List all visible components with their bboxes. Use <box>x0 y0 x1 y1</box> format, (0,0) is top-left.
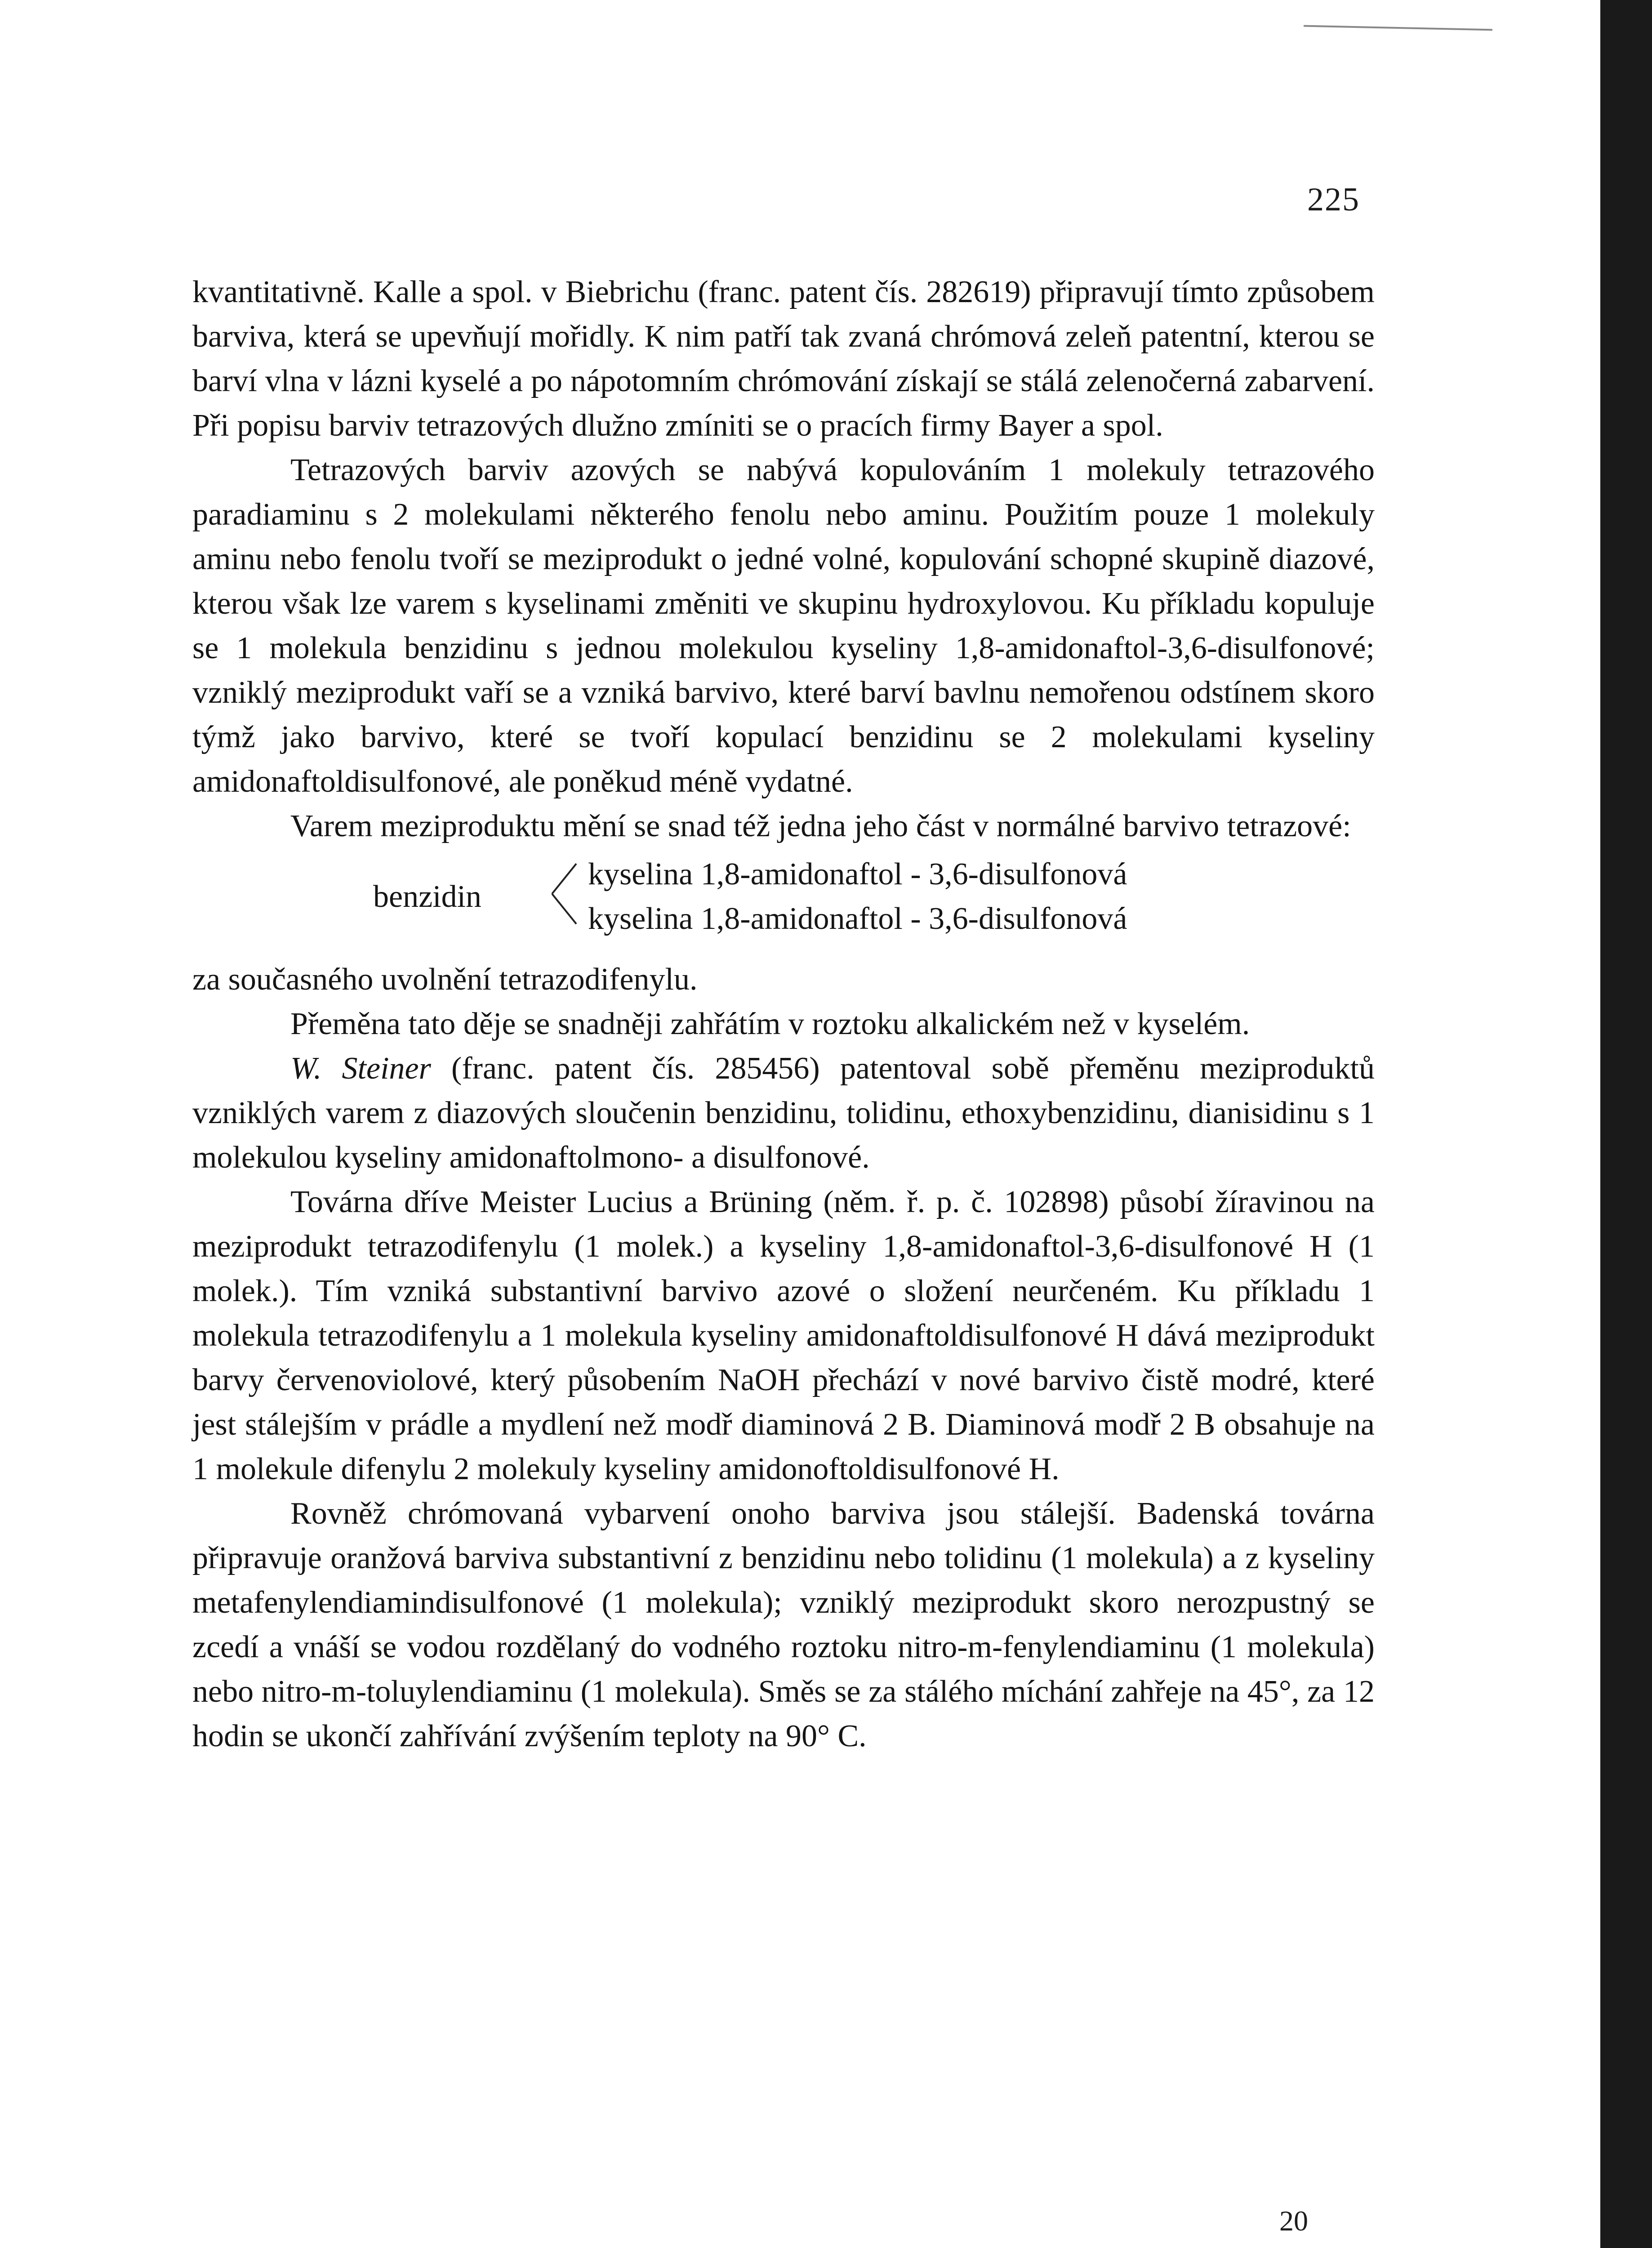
author-name: W. Steiner <box>290 1051 431 1086</box>
paragraph-7: Továrna dříve Meister Lucius a Brüning (něm. ř. p. č. 102898) působí žíravinou na meziprodukt tetrazodifenylu (1 molek.) a kyseliny 1,8-amidonaftol-3,6-disulfonové H (1 molek.). Tím vzniká substantivní barvivo azové o složení neurčeném. Ku příkladu 1 molekula tetrazodifenylu a 1 molekula kyseliny amidonaftoldisulfonové H dává meziprodukt barvy červenoviolové, který působením NaOH přechází v nové barvivo čistě modré, které jest stálejším v prádle a mydlení než modř diaminová 2 B. Diaminová modř 2 B obsahuje na 1 molekule difenylu 2 molekuly kyseliny amidonoftoldisulfonové H. <box>192 1185 1375 1486</box>
paragraph-3: Varem meziproduktu mění se snad též jedna jeho část v normálné barvivo tetrazové: <box>290 809 1351 843</box>
formula-branch-bottom: kyselina 1,8-amidonaftol - 3,6-disulfonová <box>588 901 1127 936</box>
branch-bracket-icon <box>548 860 580 928</box>
paragraph-2: Tetrazových barviv azových se nabývá kopulováním 1 molekuly tetrazového paradiaminu s 2 molekulami některého fenolu nebo aminu. Použitím pouze 1 molekuly aminu nebo fenolu tvoří se meziprodukt o jedné volné, kopulování schopné skupině diazové, kterou však lze varem s kyselinami změniti ve skupinu hydroxylovou. Ku příkladu kopuluje se 1 molekula benzidinu s jednou molekulou kyseliny 1,8-amidonaftol-3,6-disulfonové; vzniklý meziprodukt vaří se a vzniká barvivo, které barví bavlnu nemořenou odstínem skoro týmž jako barvivo, které se tvoří kopulací benzidinu se 2 molekulami kyseliny amidonaftoldisulfonové, ale poněkud méně vydatné. <box>192 453 1375 799</box>
printer-signature: 20 <box>1279 2205 1308 2237</box>
paragraph-1: kvantitativně. Kalle a spol. v Biebrichu (franc. patent čís. 282619) připravují tímto způsobem barviva, která se upevňují mořidly. K nim patří tak zvaná chrómová zeleň patentní, kterou se barví vlna v lázni kyselé a po nápotomním chrómování získají se stálá zelenočerná zabarvení. Při popisu barviv tetrazových dlužno zmíniti se o pracích firmy Bayer a spol. <box>192 275 1375 443</box>
paragraph-8: Rovněž chrómovaná vybarvení onoho barviva jsou stálejší. Badenská továrna připravuje oranžová barviva substantivní z benzidinu nebo tolidinu (1 molekula) a z kyseliny metafenylendiamindisulfonové (1 molekula); vzniklý meziprodukt skoro nerozpustný se zcedí a vnáší se vodou rozdělaný do vodného roztoku nitro-m-fenylendiaminu (1 molekula) nebo nitro-m-toluylendiaminu (1 molekula). Směs se za stálého míchání zahřeje na 45°, za 12 hodin se ukončí zahřívání zvýšením teploty na 90° C. <box>192 1496 1375 1753</box>
scan-edge <box>1600 0 1652 2248</box>
page-number: 225 <box>1307 181 1360 218</box>
scan-mark <box>1304 25 1492 31</box>
paragraph-4: za současného uvolnění tetrazodifenylu. <box>192 962 698 997</box>
chemical-formula <box>192 852 1375 941</box>
paragraph-6-text: (franc. patent čís. 285456) patentoval sobě přeměnu meziproduktů vzniklých varem z diazových sloučenin benzidinu, tolidinu, ethoxybenzidinu, dianisidinu s 1 molekulou kyseliny amidonaftolmono- a disulfonové. <box>192 1051 1375 1175</box>
paragraph-6 <box>192 1046 1375 1180</box>
paragraph-5: Přeměna tato děje se snadněji zahřátím v roztoku alkalickém než v kyselém. <box>290 1007 1250 1041</box>
body-text <box>192 270 1375 1758</box>
formula-stem: benzidin <box>373 879 482 914</box>
formula-branch-top: kyselina 1,8-amidonaftol - 3,6-disulfonová <box>588 857 1127 892</box>
